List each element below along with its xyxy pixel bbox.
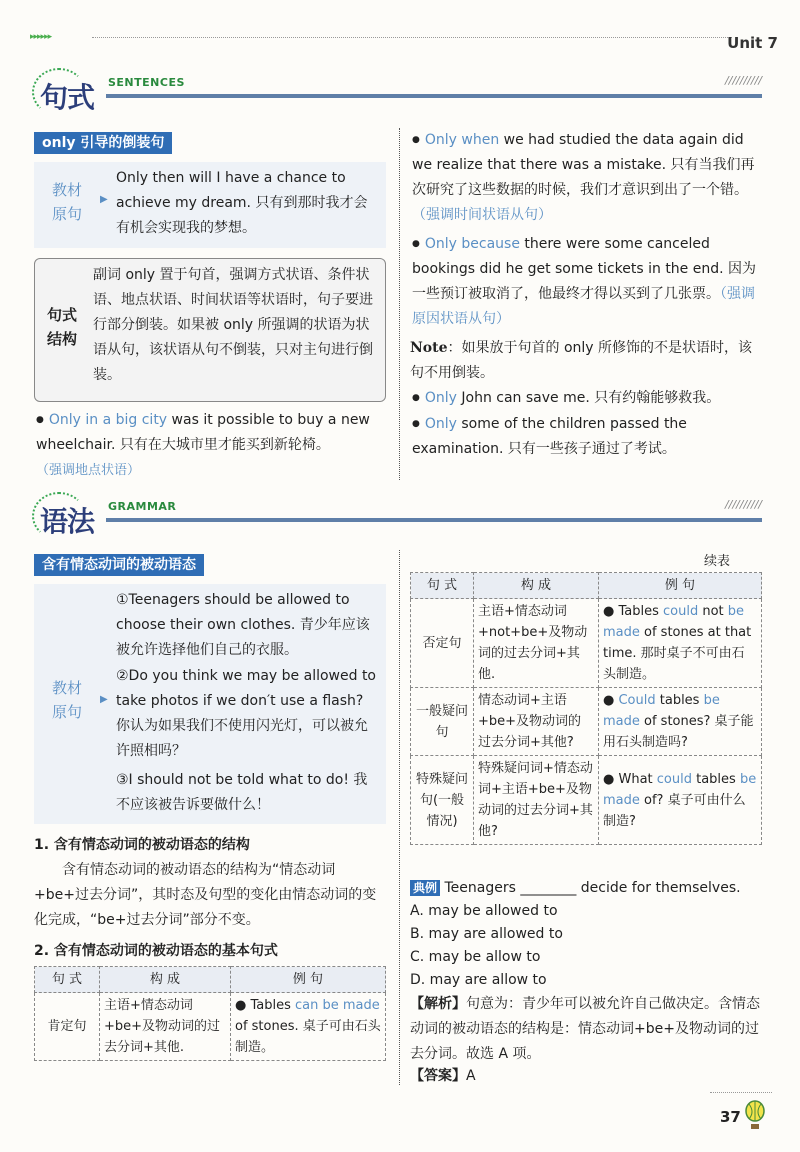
sentences-title-en: SENTENCES [108,76,185,89]
textbook-label: 教材原句 [52,181,83,223]
example-1-text: was it possible to buy a new wheelchair. 只有在大城市里才能买到新轮椅。 [36,412,370,453]
note-label: Note [410,340,448,356]
grammar-heading-1: 1. 含有情态动词的被动语态的结构 [34,837,250,853]
grammar-table-part2 [410,572,762,845]
example-question [410,876,766,901]
page-number: 37 [720,1108,741,1126]
grammar-sentence-1: ①Teenagers should be allowed to choose their own clothes. 青少年应该被允许选择他们自己的衣服。 [116,592,370,658]
row2-form: 主语+情态动词+not+be+及物动词的过去分词+其他. [474,599,599,688]
option-b: B. may are allowed to [410,926,563,942]
option-c: C. may be allow to [410,949,541,965]
table-header-example: 例 句 [231,967,386,993]
topic-tag-label: only 引导的倒装句 [34,132,172,154]
grammar-textbook-label: 教材原句 [52,679,83,721]
table-header-type: 句 式 [35,967,100,993]
grammar-table-part1 [34,966,386,1061]
note-paragraph [410,336,766,386]
grammar-title-en: GRAMMAR [108,500,177,513]
analysis-label: 【解析】 [410,996,466,1012]
row3-example: ● Could tables be made of stones? 桌子能用石头制造吗? [599,688,762,756]
row4-type: 特殊疑问句(一般情况) [411,756,474,845]
row1-type: 肯定句 [35,993,100,1061]
analysis-text: 句意为：青少年可以被允许自己做决定。含情态动词的被动语态的结构是：情态动词+be+及物动词的过去分词。故选 A 项。 [410,996,760,1062]
example-5 [412,412,764,462]
example-1-highlight: Only in a big city [48,412,168,428]
example-3-note: （强调原因状语从句） [412,286,755,327]
topic-tag-only [34,132,384,158]
table-row [35,993,386,1061]
table-row [411,599,762,688]
structure-box [34,258,386,402]
header-rule [30,32,720,42]
row4-example: ● What could tables be made of? 桌子可由什么制造? [599,756,762,845]
example-tag: 典例 [410,880,440,896]
row1-example: ● Tables can be made of stones. 桌子可由石头制造。 [231,993,386,1061]
example-5-highlight: Only [424,416,457,432]
example-3-highlight: Only because [424,236,520,252]
example-4-highlight: Only [424,390,457,406]
example-5-text: some of the children passed the examination. 只有一些孩子通过了考试。 [412,416,687,457]
sentences-title-cn: 句式 [40,81,95,114]
table-row [411,688,762,756]
note-text: ：如果放于句首的 only 所修饰的不是状语时，该句不用倒装。 [410,340,753,381]
table-continued-label: 续表 [704,554,731,569]
row2-type: 否定句 [411,599,474,688]
analysis [410,992,766,1067]
example-3 [412,232,764,332]
answer [410,1064,476,1089]
option-a: A. may be allowed to [410,903,558,919]
example-2-note: （强调时间状语从句） [412,207,552,223]
example-3-text: there were some canceled bookings did he get some tickets in the end. 因为一些预订被取消了，他最终才得以买到了几张票。 [412,236,757,302]
option-d: D. may are allow to [410,972,547,988]
structure-text: 副词 only 置于句首，强调方式状语、条件状语、地点状语、时间状语等状语时，句子要进行部分倒装。如果被 only 所强调的状语为状语从句，该状语从句不倒装，只对主句进行倒装。 [93,267,373,383]
example-2-highlight: Only when [424,132,500,148]
grammar-paragraph-1: 含有情态动词的被动语态的结构为“情态动词+be+过去分词”，其时态及句型的变化由情态动词的变化完成，“be+过去分词”部分不变。 [34,862,377,928]
arrow-decor-icon: ▸▸▸▸▸▸ [30,32,52,42]
example-2 [412,128,764,228]
row2-example: ● Tables could not be made of stones at that time. 那时桌子不可由石头制造。 [599,599,762,688]
example-2-text: we had studied the data again did we realize that there was a mistake. 只有当我们再次研究了这些数据的时候，我们才意识到出了一个错。 [412,132,755,198]
example-4-text: John can save me. 只有约翰能够救我。 [456,390,721,406]
row3-type: 一般疑问句 [411,688,474,756]
row1-form: 主语+情态动词+be+及物动词的过去分词+其他. [100,993,231,1061]
structure-label: 句式结构 [47,306,78,348]
grammar-textbook-block: 教材原句 ▶ ①Teenagers should be allowed to choose their own clothes. 青少年应该被允许选择他们自己的衣服。 ②Do you think we may be allowed to take photos if we don′t use a flash? 你认为如果我们不使用闪光灯，可以被允许照相吗？ ③I should not be told what to do! 我不应该被告诉要做什么！ [34,584,386,824]
grammar-heading: 语法 GRAMMAR ////////// [32,492,762,540]
grammar-title-cn: 语法 [40,505,95,538]
sentences-heading: 句式 SENTENCES ////////// [32,68,762,116]
table-header-form: 构 成 [100,967,231,993]
table-header-form: 构 成 [474,573,599,599]
grammar-sentence-3: ③I should not be told what to do! 我不应该被告诉要做什么！ [116,772,368,813]
example-4 [412,386,764,411]
answer-label: 【答案】 [410,1068,466,1084]
row3-form: 情态动词+主语+be+及物动词的过去分词+其他? [474,688,599,756]
row4-form: 特殊疑问词+情态动词+主语+be+及物动词的过去分词+其他? [474,756,599,845]
example-1-note: （强调地点状语） [36,463,141,478]
table-header-type: 句 式 [411,573,474,599]
question-text: Teenagers ________ decide for themselves. [444,880,741,896]
page-number-badge [718,1096,772,1132]
table-row [411,756,762,845]
options-list [410,900,766,992]
grammar-topic-tag [34,554,384,580]
grammar-topic-label: 含有情态动词的被动语态 [34,554,204,576]
table-header-example: 例 句 [599,573,762,599]
textbook-block: 教材原句 ▶ Only then will I have a chance to achieve my dream. 只有到那时我才会有机会实现我的梦想。 [34,162,386,248]
textbook-sentence: Only then will I have a chance to achieve my dream. 只有到那时我才会有机会实现我的梦想。 [116,170,368,236]
balloon-icon [744,1100,766,1130]
example-1 [36,408,388,483]
answer-value: A [466,1068,476,1084]
grammar-sentence-2: ②Do you think we may be allowed to take photos if we don′t use a flash? 你认为如果我们不使用闪光灯，可以被允许照相吗？ [116,668,376,759]
unit-label: Unit 7 [727,34,778,52]
grammar-heading-2: 2. 含有情态动词的被动语态的基本句式 [34,943,278,959]
